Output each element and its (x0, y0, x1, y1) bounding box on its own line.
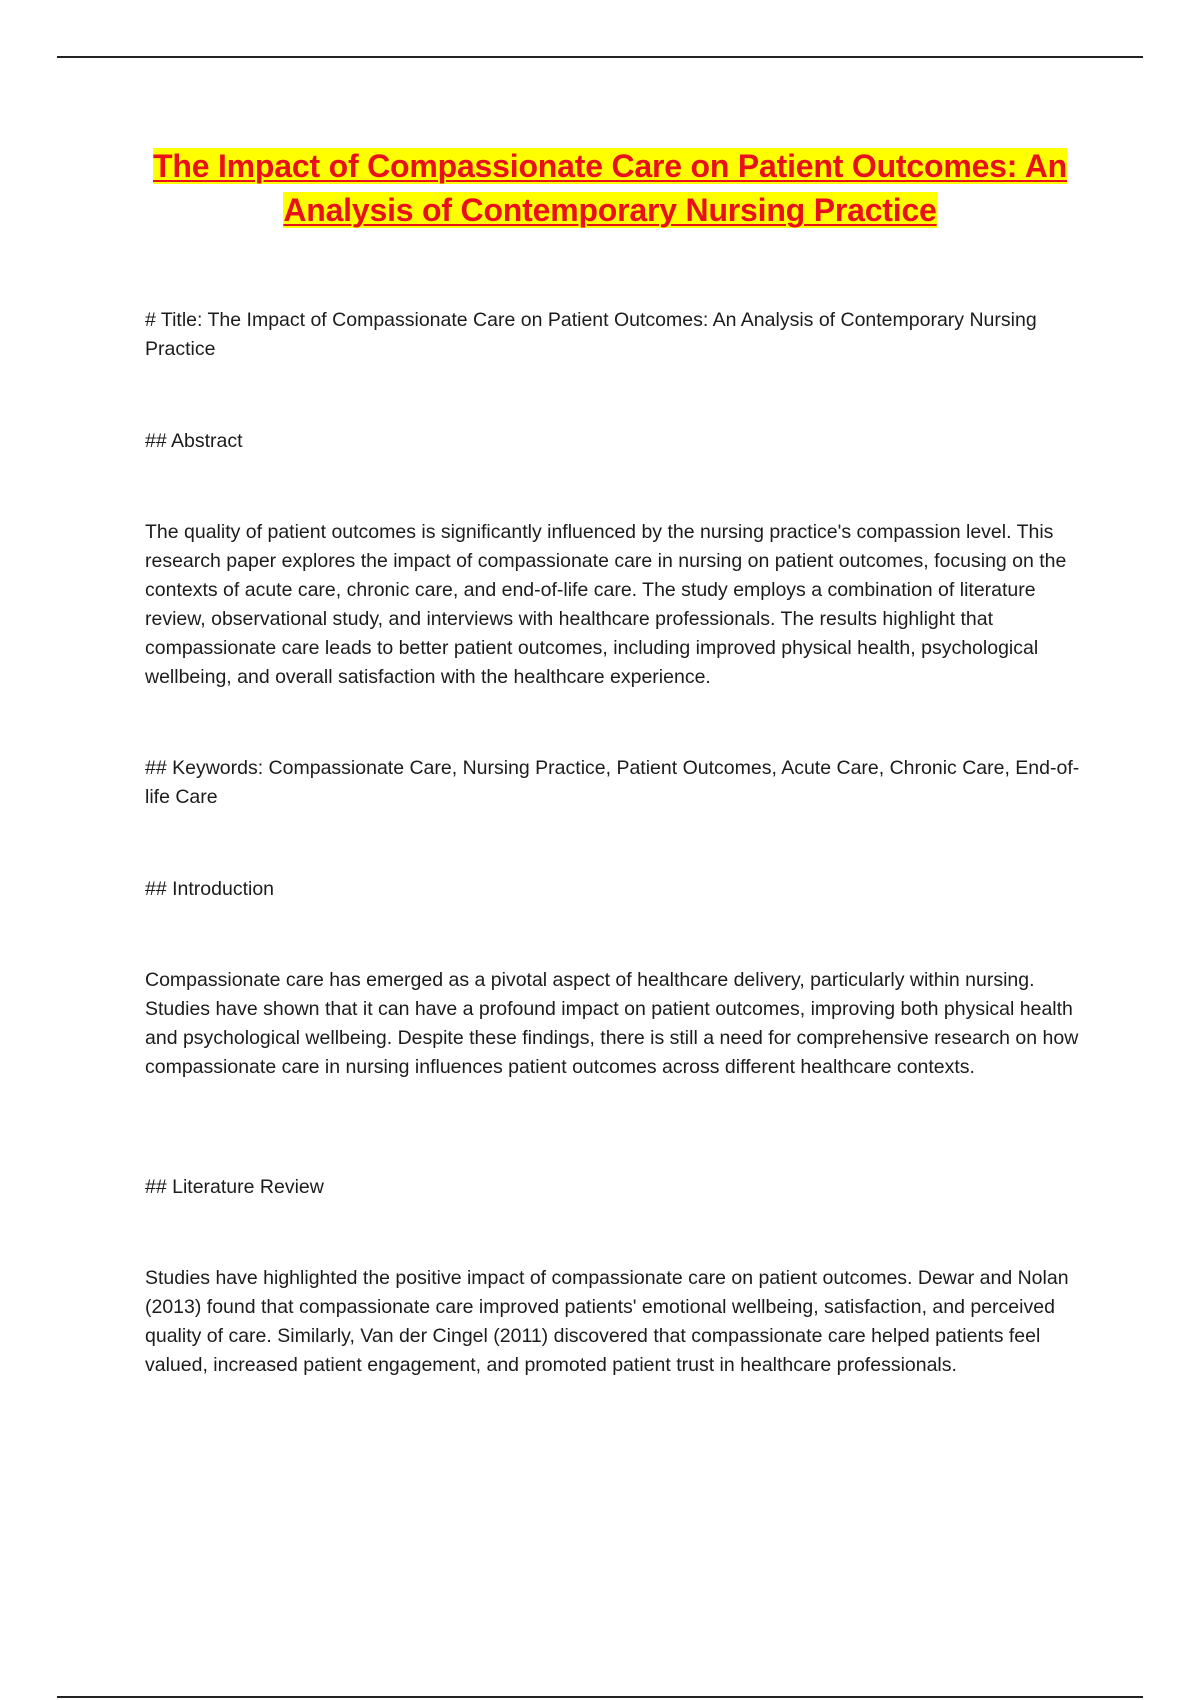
abstract-paragraph (145, 518, 1095, 692)
introduction-paragraph (145, 966, 1095, 1082)
title-line (145, 306, 1095, 364)
abstract-heading-text: ## Abstract (145, 430, 243, 452)
title-line-text: # Title: The Impact of Compassionate Care on Patient Outcomes: An Analysis of Contemporary Nursing Practice (145, 309, 1037, 360)
literature-review-heading-text: ## Literature Review (145, 1176, 324, 1198)
document-title-text: The Impact of Compassionate Care on Patient Outcomes: An Analysis of Contemporary Nursing Practice (153, 148, 1067, 228)
introduction-heading-text: ## Introduction (145, 878, 275, 900)
document-title (130, 144, 1090, 232)
introduction-heading (145, 875, 1095, 904)
keywords-line-text: ## Keywords: Compassionate Care, Nursing Practice, Patient Outcomes, Acute Care, Chronic Care, End-of-life Care (145, 757, 1080, 808)
abstract-paragraph-text: The quality of patient outcomes is significantly influenced by the nursing practice's compassion level. This research paper explores the impact of compassionate care in nursing on patient outcomes, focusing on the contexts of acute care, chronic care, and end-of-life care. The study employs a combination of literature review, observational study, and interviews with healthcare professionals. The results highlight that compassionate care leads to better patient outcomes, including improved physical health, psychological wellbeing, and overall satisfaction with the healthcare experience. (145, 521, 1067, 688)
abstract-heading (145, 427, 1095, 456)
literature-review-paragraph (145, 1264, 1095, 1380)
literature-review-paragraph-text: Studies have highlighted the positive impact of compassionate care on patient outcomes. Dewar and Nolan (2013) found that compassionate care improved patients' emotional wellbeing, satisfaction, and perceived quality of care. Similarly, Van der Cingel (2011) discovered that compassionate care helped patients feel valued, increased patient engagement, and promoted patient trust in healthcare professionals. (145, 1267, 1069, 1376)
keywords-line (145, 754, 1095, 812)
top-divider (57, 56, 1143, 58)
bottom-divider (57, 1696, 1143, 1698)
literature-review-heading (145, 1173, 1095, 1202)
introduction-paragraph-text: Compassionate care has emerged as a pivotal aspect of healthcare delivery, particularly within nursing. Studies have shown that it can have a profound impact on patient outcomes, improving both physical health and psychological wellbeing. Despite these findings, there is still a need for comprehensive research on how compassionate care in nursing influences patient outcomes across different healthcare contexts. (145, 969, 1079, 1078)
